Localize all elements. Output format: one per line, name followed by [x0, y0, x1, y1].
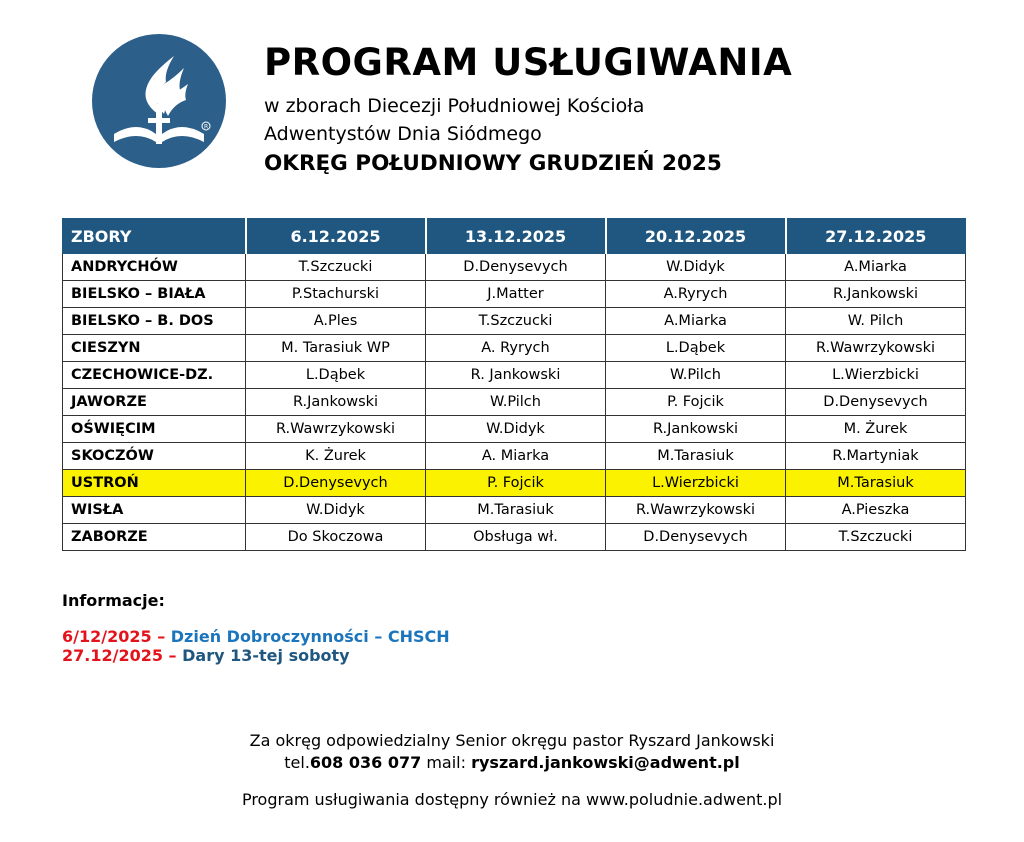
column-header: ZBORY [63, 219, 246, 254]
zbor-name-cell: ANDRYCHÓW [63, 254, 246, 281]
info-date: 27.12/2025 – [62, 646, 177, 665]
preacher-cell: P.Stachurski [246, 281, 426, 308]
preacher-cell: L.Dąbek [606, 335, 786, 362]
table-row [63, 362, 966, 389]
preacher-cell: A. Miarka [426, 443, 606, 470]
preacher-cell: A.Ryrych [606, 281, 786, 308]
zbor-name-cell: CIESZYN [63, 335, 246, 362]
info-line [62, 646, 450, 665]
table-row [63, 416, 966, 443]
preacher-cell: L.Wierzbicki [606, 470, 786, 497]
zbor-name-cell: BIELSKO – B. DOS [63, 308, 246, 335]
adventist-logo [92, 34, 226, 168]
preacher-cell: M.Tarasiuk [606, 443, 786, 470]
adventist-flame-icon [92, 34, 226, 168]
footer-website-note: Program usługiwania dostępny również na www.poludnie.adwent.pl [241, 790, 783, 809]
zbor-name-cell: CZECHOWICE-DZ. [63, 362, 246, 389]
preacher-cell: M. Tarasiuk WP [246, 335, 426, 362]
table-row [63, 254, 966, 281]
email-address: ryszard.jankowski@adwent.pl [471, 753, 740, 772]
zbor-name-cell: SKOCZÓW [63, 443, 246, 470]
preacher-cell: D.Denysevych [246, 470, 426, 497]
footer-contact [0, 752, 1024, 774]
zbor-name-cell: BIELSKO – BIAŁA [63, 281, 246, 308]
preacher-cell: T.Szczucki [426, 308, 606, 335]
info-date: 6/12/2025 – [62, 627, 166, 646]
column-header: 20.12.2025 [606, 219, 786, 254]
preacher-cell: L.Dąbek [246, 362, 426, 389]
zbor-name-cell: OŚWIĘCIM [63, 416, 246, 443]
preacher-cell: R.Wawrzykowski [606, 497, 786, 524]
page-title: PROGRAM USŁUGIWANIA [264, 41, 793, 84]
footer [0, 730, 1024, 811]
info-text: Dary 13-tej soboty [182, 646, 350, 665]
preacher-cell: A.Miarka [786, 254, 966, 281]
preacher-cell: K. Żurek [246, 443, 426, 470]
preacher-cell: T.Szczucki [246, 254, 426, 281]
preacher-cell: R.Jankowski [606, 416, 786, 443]
preacher-cell: R.Jankowski [786, 281, 966, 308]
preacher-cell: M. Żurek [786, 416, 966, 443]
preacher-cell: W.Didyk [246, 497, 426, 524]
zbor-name-cell: JAWORZE [63, 389, 246, 416]
zbor-name-cell: USTROŃ [63, 470, 246, 497]
preacher-cell: J.Matter [426, 281, 606, 308]
column-header: 13.12.2025 [426, 219, 606, 254]
preacher-cell: T.Szczucki [786, 524, 966, 551]
table-row [63, 389, 966, 416]
table-row [63, 308, 966, 335]
preacher-cell: R.Wawrzykowski [246, 416, 426, 443]
footer-responsible: Za okręg odpowiedzialny Senior okręgu pastor Ryszard Jankowski [249, 731, 775, 750]
preacher-cell: R.Wawrzykowski [786, 335, 966, 362]
mail-label: mail: [426, 753, 467, 772]
preacher-cell: W.Didyk [426, 416, 606, 443]
info-title: Informacje: [62, 591, 165, 610]
info-text: Dzień Dobroczynności – CHSCH [170, 627, 450, 646]
zbor-name-cell: ZABORZE [63, 524, 246, 551]
preacher-cell: A. Ryrych [426, 335, 606, 362]
preacher-cell: Obsługa wł. [426, 524, 606, 551]
zbor-name-cell: WISŁA [63, 497, 246, 524]
preacher-cell: W.Pilch [606, 362, 786, 389]
preacher-cell: R. Jankowski [426, 362, 606, 389]
preacher-cell: D.Denysevych [786, 389, 966, 416]
preacher-cell: A.Miarka [606, 308, 786, 335]
schedule-table [62, 218, 966, 551]
column-header: 27.12.2025 [786, 219, 966, 254]
subtitle-line-2: Adwentystów Dnia Siódmego [264, 123, 542, 145]
preacher-cell: D.Denysevych [606, 524, 786, 551]
info-section [62, 590, 450, 665]
region-heading: OKRĘG POŁUDNIOWY GRUDZIEŃ 2025 [264, 151, 722, 176]
subtitle-line-1: w zborach Diecezji Południowej Kościoła [264, 95, 645, 117]
table-row [63, 443, 966, 470]
info-line [62, 627, 450, 646]
preacher-cell: M.Tarasiuk [786, 470, 966, 497]
preacher-cell: D.Denysevych [426, 254, 606, 281]
preacher-cell: A.Ples [246, 308, 426, 335]
preacher-cell: P. Fojcik [426, 470, 606, 497]
tel-label: tel. [284, 753, 310, 772]
table-header-row [63, 219, 966, 254]
svg-text:R: R [204, 123, 209, 131]
table-row [63, 524, 966, 551]
preacher-cell: W.Didyk [606, 254, 786, 281]
table-row [63, 470, 966, 497]
table-row [63, 281, 966, 308]
header [264, 40, 792, 178]
phone-number: 608 036 077 [309, 753, 422, 772]
preacher-cell: W. Pilch [786, 308, 966, 335]
preacher-cell: M.Tarasiuk [426, 497, 606, 524]
table-body [63, 254, 966, 551]
preacher-cell: R.Martyniak [786, 443, 966, 470]
preacher-cell: L.Wierzbicki [786, 362, 966, 389]
preacher-cell: W.Pilch [426, 389, 606, 416]
table-row [63, 497, 966, 524]
preacher-cell: P. Fojcik [606, 389, 786, 416]
info-lines [62, 627, 450, 665]
table-row [63, 335, 966, 362]
column-header: 6.12.2025 [246, 219, 426, 254]
preacher-cell: Do Skoczowa [246, 524, 426, 551]
preacher-cell: R.Jankowski [246, 389, 426, 416]
preacher-cell: A.Pieszka [786, 497, 966, 524]
